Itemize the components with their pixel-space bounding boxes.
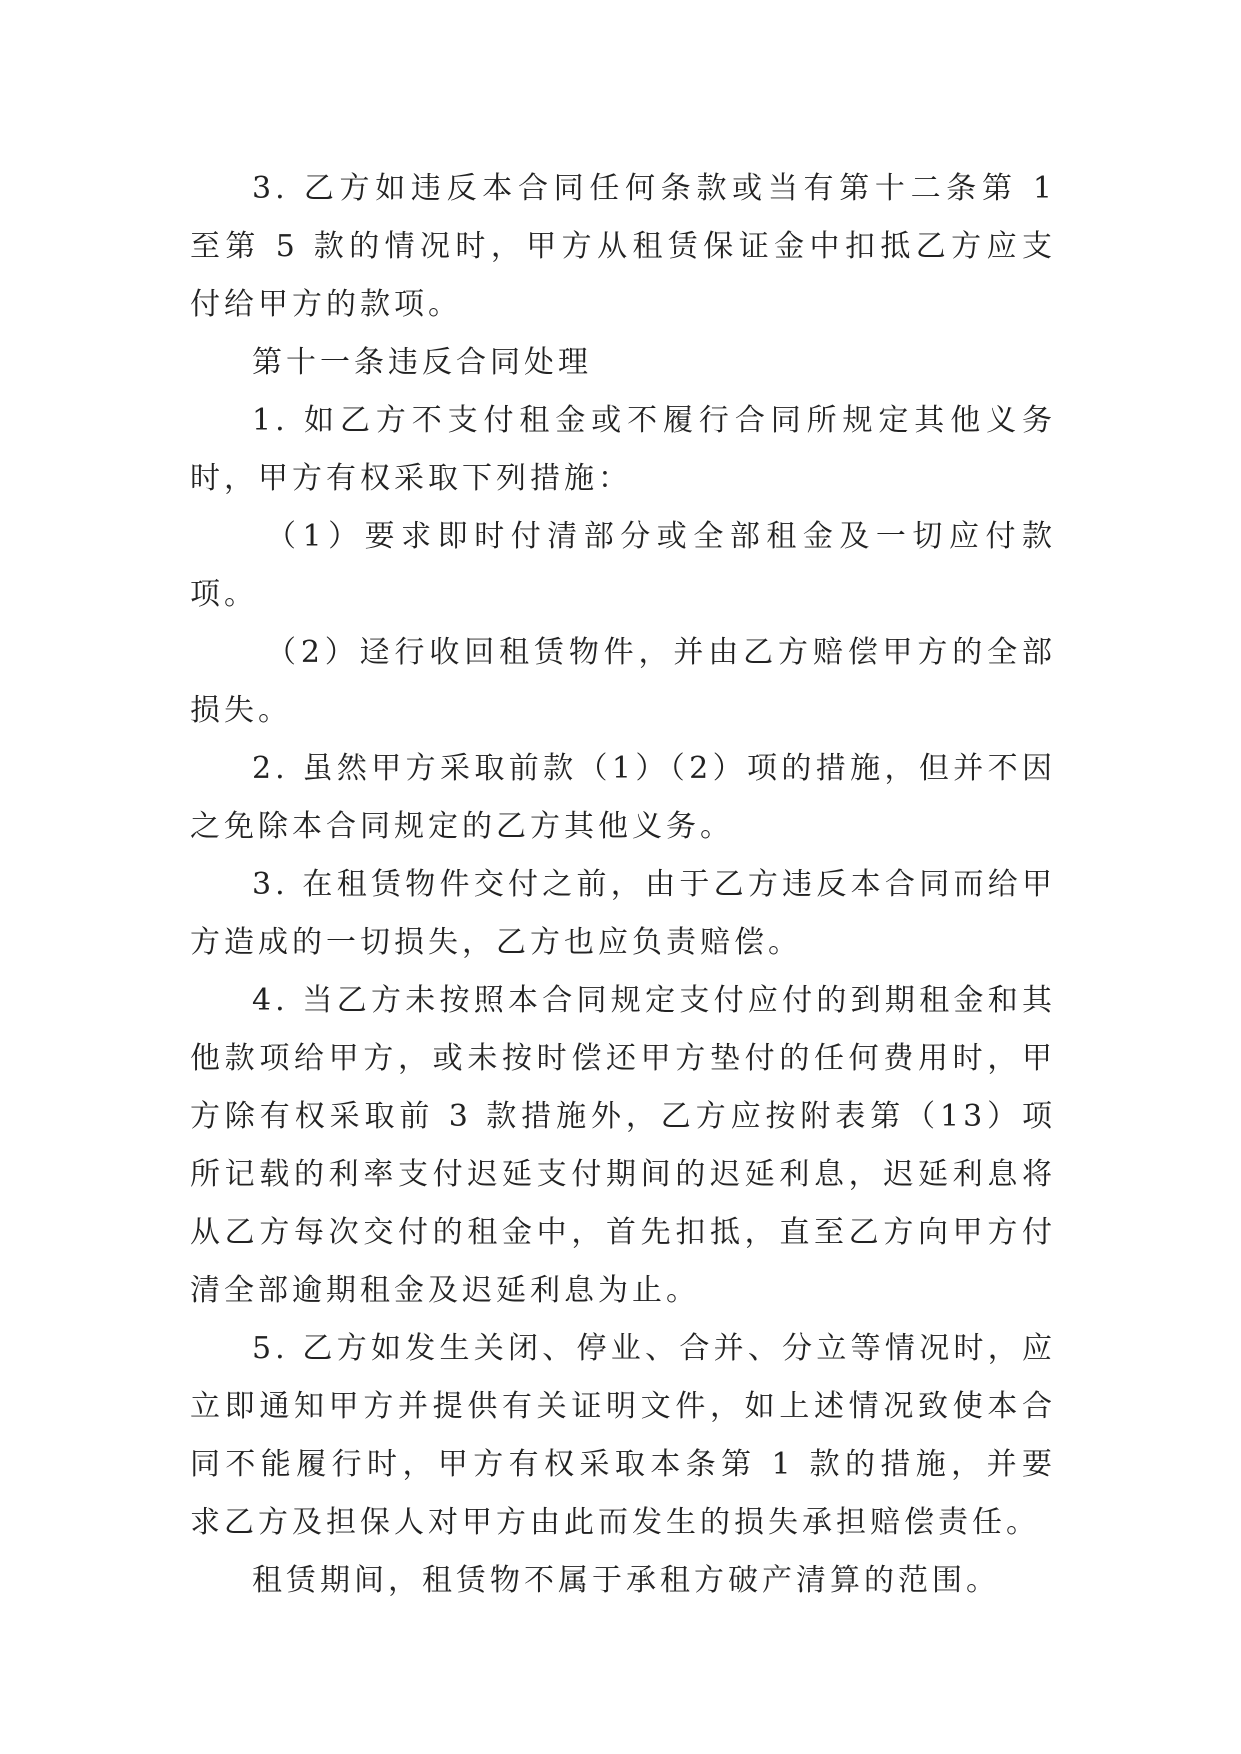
paragraph-clause-4-late-interest: 4. 当乙方未按照本合同规定支付应付的到期租金和其他款项给甲方，或未按时偿还甲方垫付的任何费用时，甲方除有权采取前 3 款措施外，乙方应按附表第（13）项所记载的利率支付迟延支付期间的迟延利息，迟延利息将从乙方每次交付的租金中，首先扣抵，直至乙方向甲方付清全部逾期租金及迟延利息为止。 <box>190 983 1056 1308</box>
paragraph-clause-3-deposit-deduction: 3. 乙方如违反本合同任何条款或当有第十二条第 1 至第 5 款的情况时，甲方从租赁保证金中扣抵乙方应支付给甲方的款项。 <box>190 171 1056 322</box>
section-heading-article-11: 第十一条违反合同处理 <box>252 345 592 380</box>
paragraph-clause-3-pre-delivery: 3. 在租赁物件交付之前，由于乙方违反本合同而给甲方造成的一切损失，乙方也应负责赔偿。 <box>190 867 1056 960</box>
paragraph-subitem-2: （2）迳行收回租赁物件，并由乙方赔偿甲方的全部损失。 <box>190 635 1056 728</box>
paragraph-clause-1-remedies: 1. 如乙方不支付租金或不履行合同所规定其他义务时，甲方有权采取下列措施： <box>190 403 1056 496</box>
paragraph-bankruptcy-exclusion: 租赁期间，租赁物不属于承租方破产清算的范围。 <box>252 1563 1000 1598</box>
document-body <box>190 160 1056 1610</box>
paragraph-subitem-1: （1）要求即时付清部分或全部租金及一切应付款项。 <box>190 519 1056 612</box>
paragraph-clause-2-obligations: 2. 虽然甲方采取前款（1）（2）项的措施，但并不因之免除本合同规定的乙方其他义务。 <box>190 751 1056 844</box>
paragraph-clause-5-closure: 5. 乙方如发生关闭、停业、合并、分立等情况时，应立即通知甲方并提供有关证明文件，如上述情况致使本合同不能履行时，甲方有权采取本条第 1 款的措施，并要求乙方及担保人对甲方由此而发生的损失承担赔偿责任。 <box>190 1331 1056 1540</box>
